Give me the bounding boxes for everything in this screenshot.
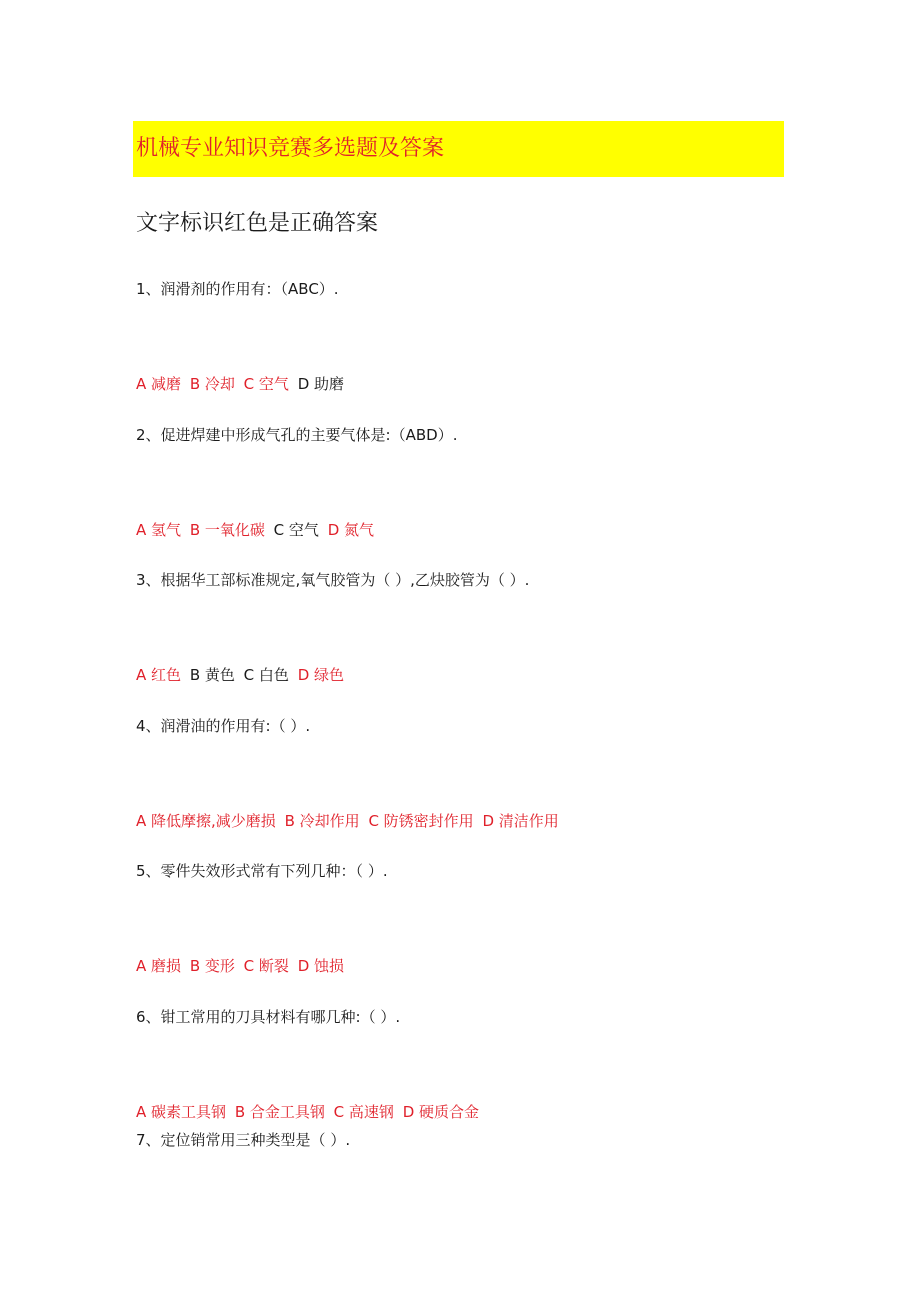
question-7: 7、定位销常用三种类型是（ ）. <box>136 1131 351 1149</box>
option-1c: C 空气 <box>243 375 289 393</box>
options-5 <box>136 955 344 977</box>
question-6: 6、钳工常用的刀具材料有哪几种:（ ）. <box>136 1008 401 1026</box>
option-6d: D 硬质合金 <box>402 1103 480 1121</box>
option-4b: B 冷却作用 <box>284 812 360 830</box>
option-4c: C 防锈密封作用 <box>368 812 474 830</box>
option-2b: B 一氧化碳 <box>189 521 265 539</box>
option-1b: B 冷却 <box>189 375 235 393</box>
question-4: 4、润滑油的作用有:（ ）. <box>136 717 311 735</box>
option-3d: D 绿色 <box>297 666 345 684</box>
question-3: 3、根据华工部标准规定,氧气胶管为（ ）,乙炔胶管为（ ）. <box>136 571 530 589</box>
option-6b: B 合金工具钢 <box>234 1103 325 1121</box>
option-6c: C 高速钢 <box>333 1103 394 1121</box>
question-5: 5、零件失效形式常有下列几种：（ ）. <box>136 862 388 880</box>
option-4d: D 清洁作用 <box>482 812 559 830</box>
option-2a: A 氢气 <box>136 521 182 539</box>
option-3c: C 白色 <box>243 666 289 684</box>
option-5c: C 断裂 <box>243 957 289 975</box>
option-3a: A 红色 <box>136 666 182 684</box>
option-2d: D 氮气 <box>327 521 375 539</box>
options-6 <box>136 1101 479 1123</box>
document-subtitle: 文字标识红色是正确答案 <box>136 211 379 236</box>
option-2c: C 空气 <box>273 521 319 539</box>
document-title: 机械专业知识竞赛多选题及答案 <box>133 121 784 177</box>
options-2 <box>136 519 374 541</box>
question-1: 1、润滑剂的作用有：（ABC）. <box>136 280 339 298</box>
question-2: 2、促进焊建中形成气孔的主要气体是:（ABD）. <box>136 426 458 444</box>
option-1d: D 助磨 <box>297 375 345 393</box>
options-3 <box>136 664 344 686</box>
option-5a: A 磨损 <box>136 957 182 975</box>
option-5b: B 变形 <box>189 957 235 975</box>
option-1a: A 减磨 <box>136 375 182 393</box>
option-6a: A 碳素工具钢 <box>136 1103 227 1121</box>
option-4a: A 降低摩擦,减少磨损 <box>136 812 276 830</box>
options-4 <box>136 810 559 832</box>
option-5d: D 蚀损 <box>297 957 345 975</box>
option-3b: B 黄色 <box>189 666 235 684</box>
options-1 <box>136 373 344 395</box>
